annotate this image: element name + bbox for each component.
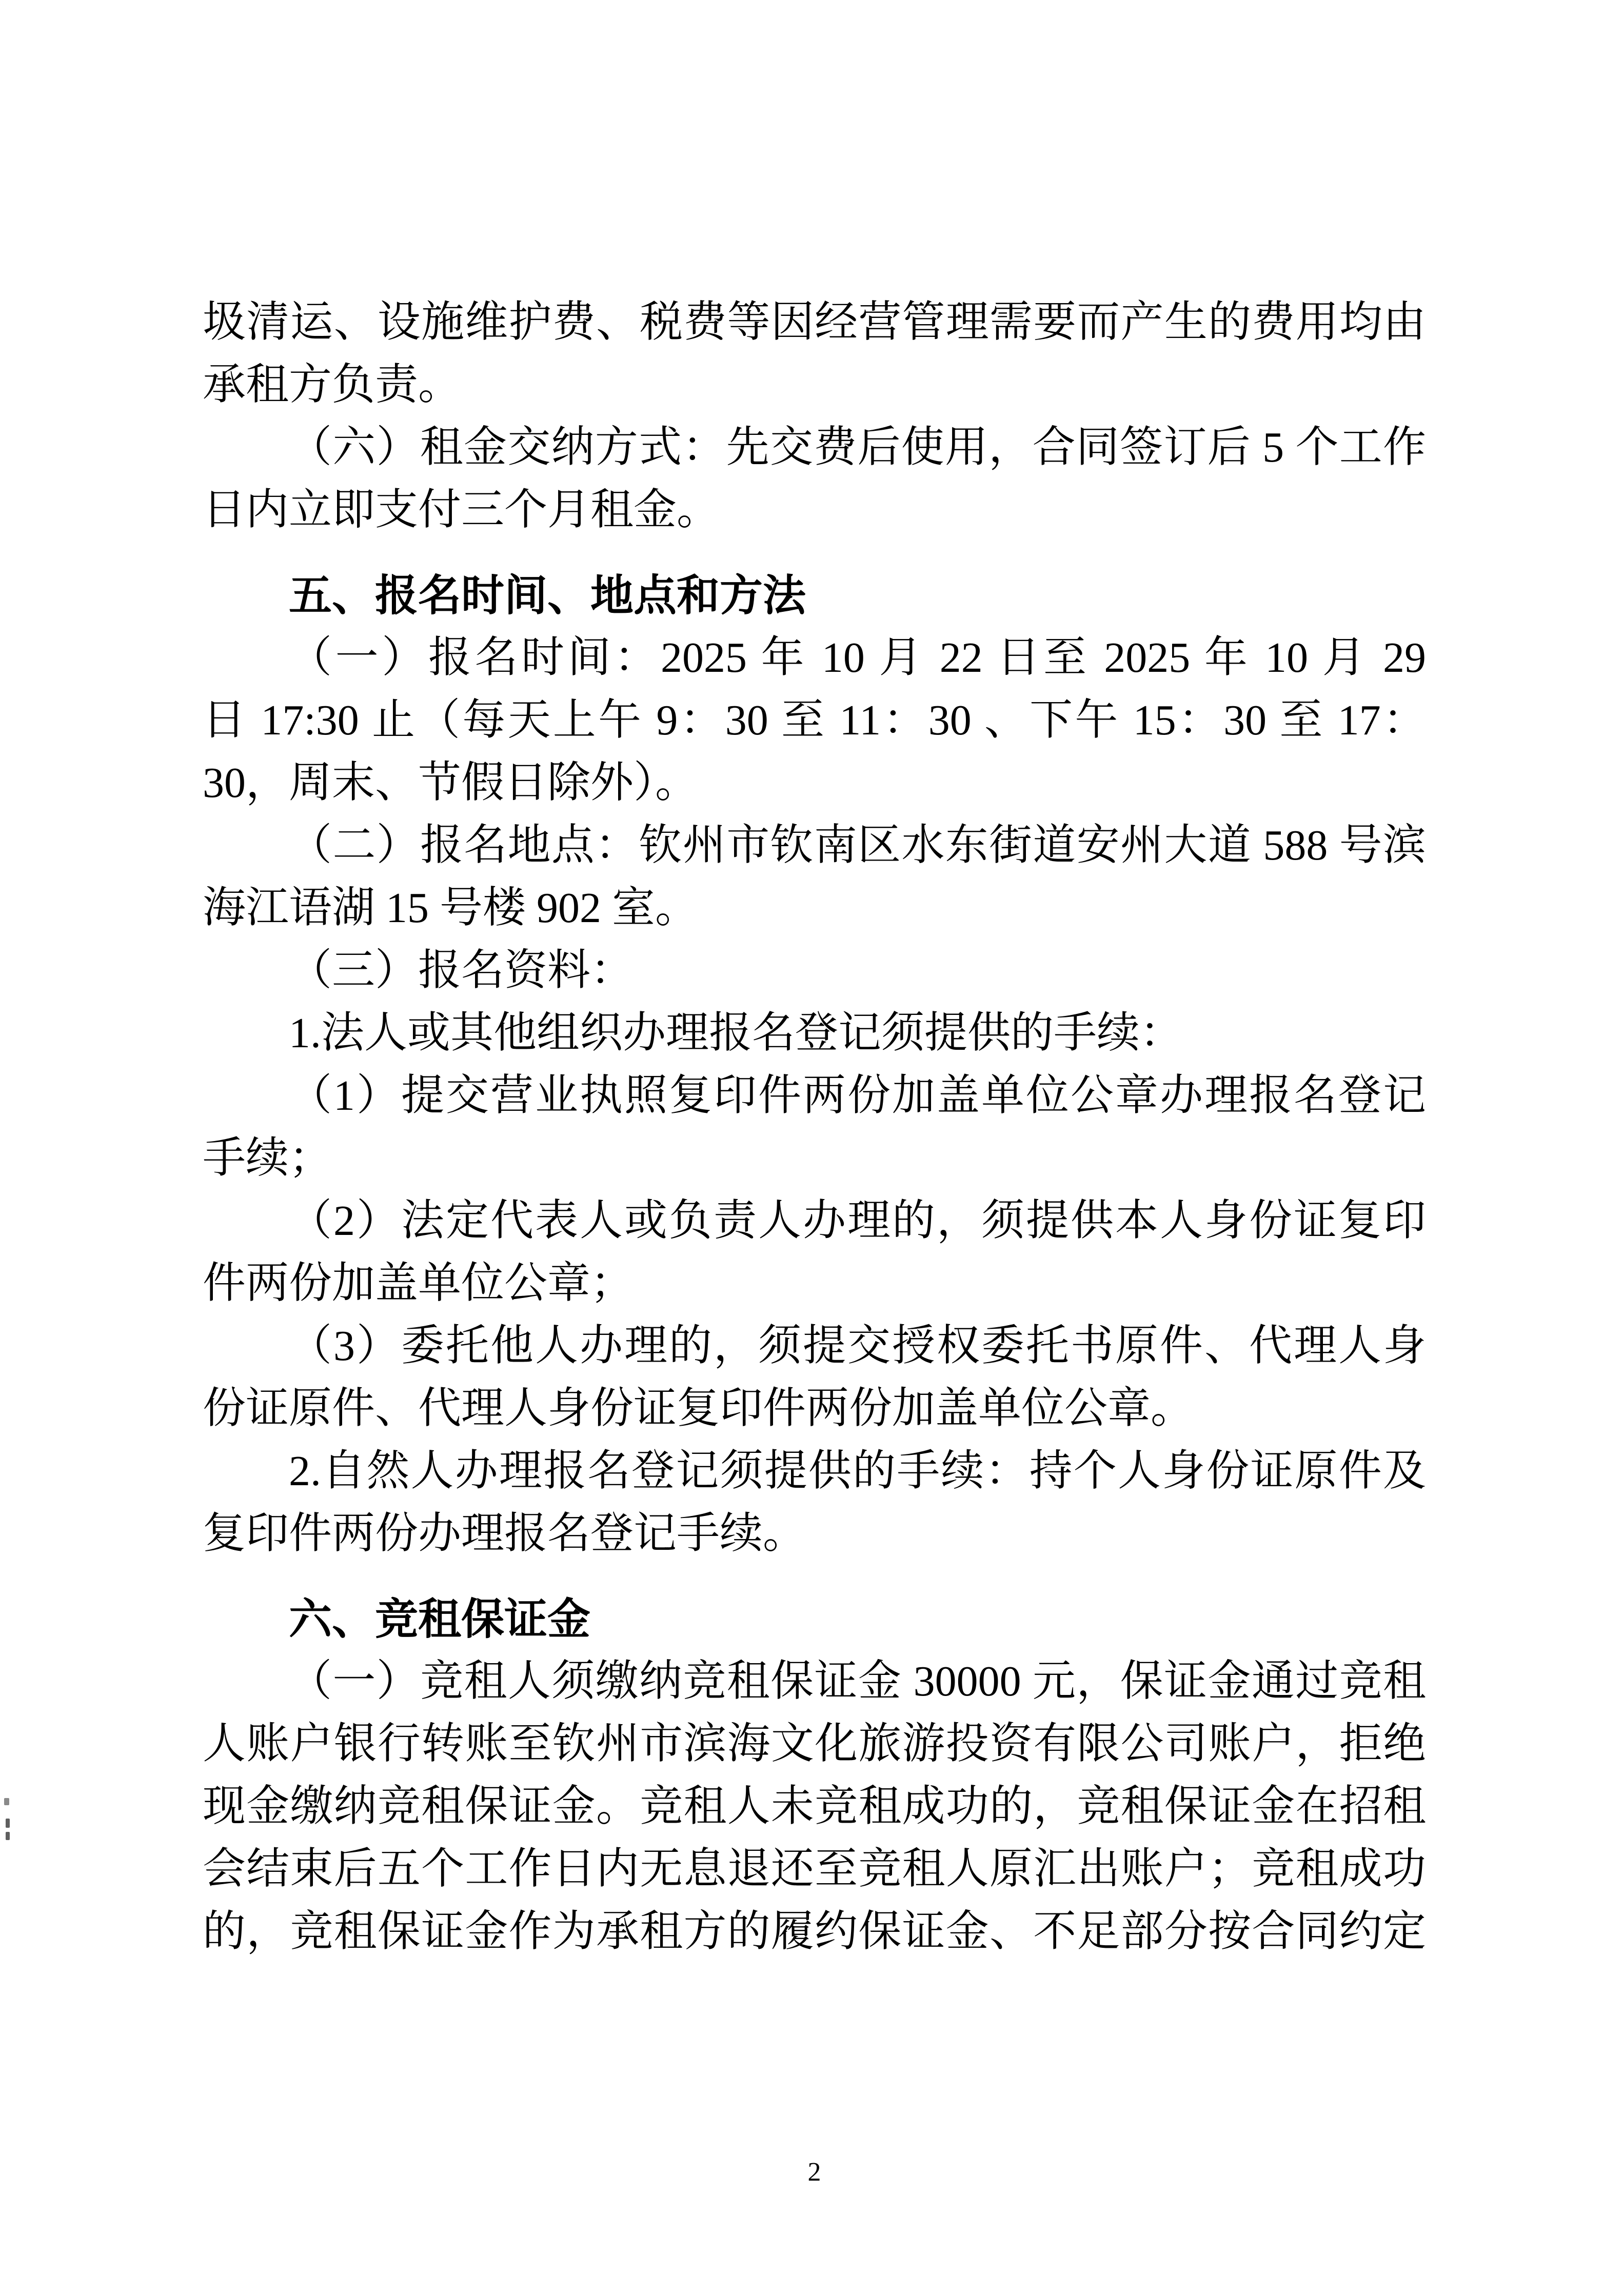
text-line: 30，周末、节假日除外）。 [203,759,699,807]
section-heading: 六、竞租保证金 [289,1595,591,1643]
text-line: 件两份加盖单位公章； [203,1260,634,1307]
text-line: （一）竞租人须缴纳竞租保证金 30000 元，保证金通过竞租 [289,1658,1426,1705]
text-line: 现金缴纳竞租保证金。竞租人未竞租成功的，竞租保证金在招租 [203,1783,1426,1830]
text-line: （六）租金交纳方式：先交费后使用，合同签订后 5 个工作 [289,424,1426,471]
text-line: 人账户银行转账至钦州市滨海文化旅游投资有限公司账户，拒绝 [203,1720,1426,1768]
scan-artifact [6,1819,10,1828]
text-line: （二）报名地点：钦州市钦南区水东街道安州大道 588 号滨 [289,822,1426,869]
text-line: 2.自然人办理报名登记须提供的手续：持个人身份证原件及 [289,1447,1426,1495]
document-body [203,291,1426,1963]
text-line: （2）法定代表人或负责人办理的，须提供本人身份证复印 [289,1197,1426,1245]
text-line: 海江语湖 15 号楼 902 室。 [203,884,699,932]
text-line: 会结束后五个工作日内无息退还至竞租人原汇出账户；竞租成功 [203,1845,1426,1893]
text-line: 1.法人或其他组织办理报名登记须提供的手续： [289,1009,1183,1057]
scan-artifact [6,1832,10,1840]
text-line: 的，竞租保证金作为承租方的履约保证金、不足部分按合同约定 [203,1908,1426,1955]
scan-artifact [4,1798,9,1805]
section-heading: 五、报名时间、地点和方法 [289,571,806,620]
text-line: 日内立即支付三个月租金。 [203,486,720,534]
text-line: （1）提交营业执照复印件两份加盖单位公章办理报名登记 [289,1072,1426,1120]
text-line: 手续； [203,1134,332,1182]
text-line: 圾清运、设施维护费、税费等因经营管理需要而产生的费用均由 [203,298,1426,346]
text-line: 承租方负责。 [203,361,462,409]
text-line: 日 17:30 止（每天上午 9：30 至 11：30 、下午 15：30 至 17： [203,696,1426,744]
text-line: 复印件两份办理报名登记手续。 [203,1510,806,1558]
text-line: （三）报名资料： [289,947,634,994]
page-number: 2 [807,2158,821,2187]
text-line: （一）报名时间：2025 年 10 月 22 日至 2025 年 10 月 29 [289,634,1426,682]
text-line: 份证原件、代理人身份证复印件两份加盖单位公章。 [203,1385,1194,1432]
text-line: （3）委托他人办理的，须提交授权委托书原件、代理人身 [289,1322,1426,1370]
